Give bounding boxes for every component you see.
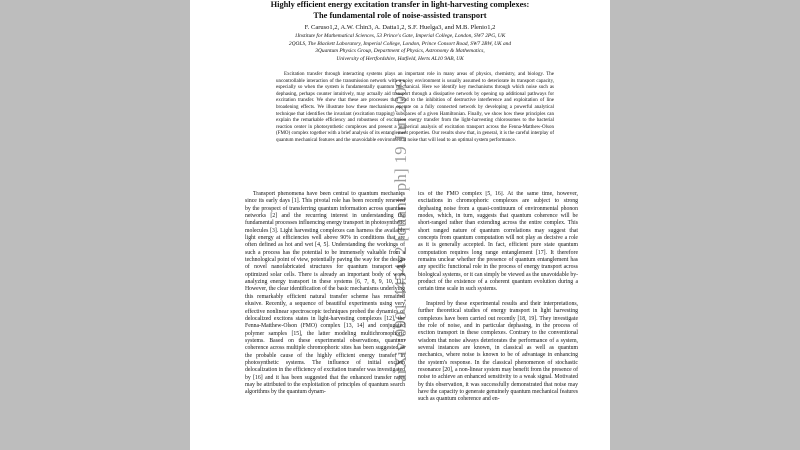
paragraph-inspired: Inspired by these experimental results and their interpretations, further theoretical studies of energy transport in light harvesting complexes have been carried out recently [18, 19]. They investigate the role of noise, and in particular dephasing, in the process of exciton transport in these complexes. Contrary to the conventional wisdom that noise always deteriorates the performance of a system, several instances are known, in classical as well as quantum mechanics, where noise is known to be of advantage in enhancing the system's response. In the classical phenomenon of stochastic resonance [20], a non-linear system may benefit from the presence of noise to achieve an enhanced sensitivity to a weak signal. Motivated by this observation, it was successfully demonstrated that noise may have the capacity to generate genuinely quantum mechanical features such as quantum coherence and en- xyxy=(418,300,578,403)
paragraph-continuation: ics of the FMO complex [5, 16]. At the same time, however, excitations in chromophoric complexes are subject to strong dephasing noise from a quasi-continuum of environmental phonon modes, which, in turn, suggests that quantum coherence will be short-ranged rather than extending across the entire complex. This short ranged nature of quantum correlations may suggest that concepts from quantum computation will not play as decisive a role as it is generally accepted. In fact, efficient pure state quantum computation requires long range entanglement [17]. It therefore remains unclear whether the presence of quantum entanglement has any specific functional role in the process of energy transport across biological systems, or it can simply be viewed as the unavoidable by-product of the existence of a coherent quantum evolution during a certain time scale in such systems. xyxy=(418,191,578,293)
affiliation-2: 2QOLS, The Blackett Laboratory, Imperial College, London, Prince Consort Road, SW7 2BW, UK and xyxy=(288,40,512,47)
paper-title xyxy=(190,0,610,21)
affiliation-3: 3Quantum Physics Group, Department of Physics, Astronomy & Mathematics, xyxy=(315,48,485,55)
title-line-2: The fundamental role of noise-assisted transport xyxy=(313,10,487,20)
title-line-1: Highly efficient energy excitation transfer in light-harvesting complexes: xyxy=(270,0,530,9)
body-column-right xyxy=(418,191,578,450)
affiliation-4: University of Hertfordshire, Hatfield, Herts AL10 9AB, UK xyxy=(336,55,464,62)
affiliation-1: 1Institute for Mathematical Sciences, 53 Prince's Gate, Imperial College, London, SW7 2PG, UK xyxy=(294,33,506,39)
abstract: Excitation transfer through interacting systems plays an important role in many areas of physics, chemistry, and biology. The uncontrollable interaction of the transmission network with a noisy environment is usually assumed to deteriorate its transport capacity, especially so when the system is fundamentally quantum mechanical. Here we identify key mechanisms through which noise such as dephasing, perhaps counter intuitively, may actually aid transport through a dissipative network by opening up additional pathways for excitation transfer. We show that these are processes that lead to the inhibition of destructive interference and exploitation of line broadening effects. We illustrate how these mechanisms operate on a fully connected network by developing a powerful analytical technique that identifies the invariant (excitation trapping) subspaces of a given Hamiltonian. Finally, we show how these principles can explain the remarkable efficiency and robustness of excitation energy transfer from the light-harvesting chlorosomes to the bacterial reaction center in photosynthetic complexes and present a numerical analysis of excitation transport across the Fenna-Matthew-Olson (FMO) complex together with a brief analysis of its entanglement properties. Our results show that, in general, it is the careful interplay of quantum mechanical features and the unavoidable environmental noise that will lead to an optimal system performance. xyxy=(276,72,554,143)
paragraph-intro: Transport phenomena have been central to quantum mechanics since its early days [1]. This pivotal role has been recently renewed by the prospect of transferring quantum information across quantum networks [2] and the recurring interest in understanding the fundamental processes influencing energy transport in photosynthetic molecules [3]. Light harvesting complexes can harness the available light energy at efficiencies well above 90% in conditions that are often defined as hot and wet [4, 5]. Understanding the workings of such a process has the potential to be immensely valuable from a technological point of view, potentially paving the way for the design of novel nanofabricated structures for quantum transport and optimized solar cells. There is already an important body of work analyzing energy transport in these systems [6, 7, 8, 9, 10, 11]. However, the clear identification of the basic mechanisms underlying this remarkably efficient natural transfer scheme has remained elusive. Recently, a sequence of beautiful experiments using very effective nonlinear spectroscopic techniques probed the dynamics of delocalized excitons states in light-harvesting complexes [12], the Fenna-Matthew-Olson (FMO) complex [13, 14] and conjugated polymer samples [15], the latter modeling multichromophoric systems. Based on these experimental observations, quantum coherence across multiple chromophoric sites has been suggested as the probable cause of the highly efficient energy transfer in photosynthetic systems. The influence of initial exciton delocalization in the efficiency of excitation transfer was investigated by [16] and it has been suggested that the enhanced transfer rates may be attributed to the exploitation of principles of quantum search algorithms by the quantum dynam- xyxy=(245,191,405,396)
arxiv-identifier-stamp[interactable]: arXiv:0901.4454v2 [quant-ph] 19 Jun 2009 xyxy=(391,78,410,382)
author-list: F. Caruso1,2, A.W. Chin3, A. Datta1,2, S.F. Huelga3, and M.B. Plenio1,2 xyxy=(304,24,496,31)
paper-page xyxy=(190,0,610,450)
body-column-left xyxy=(245,191,405,450)
affiliations xyxy=(190,33,610,63)
